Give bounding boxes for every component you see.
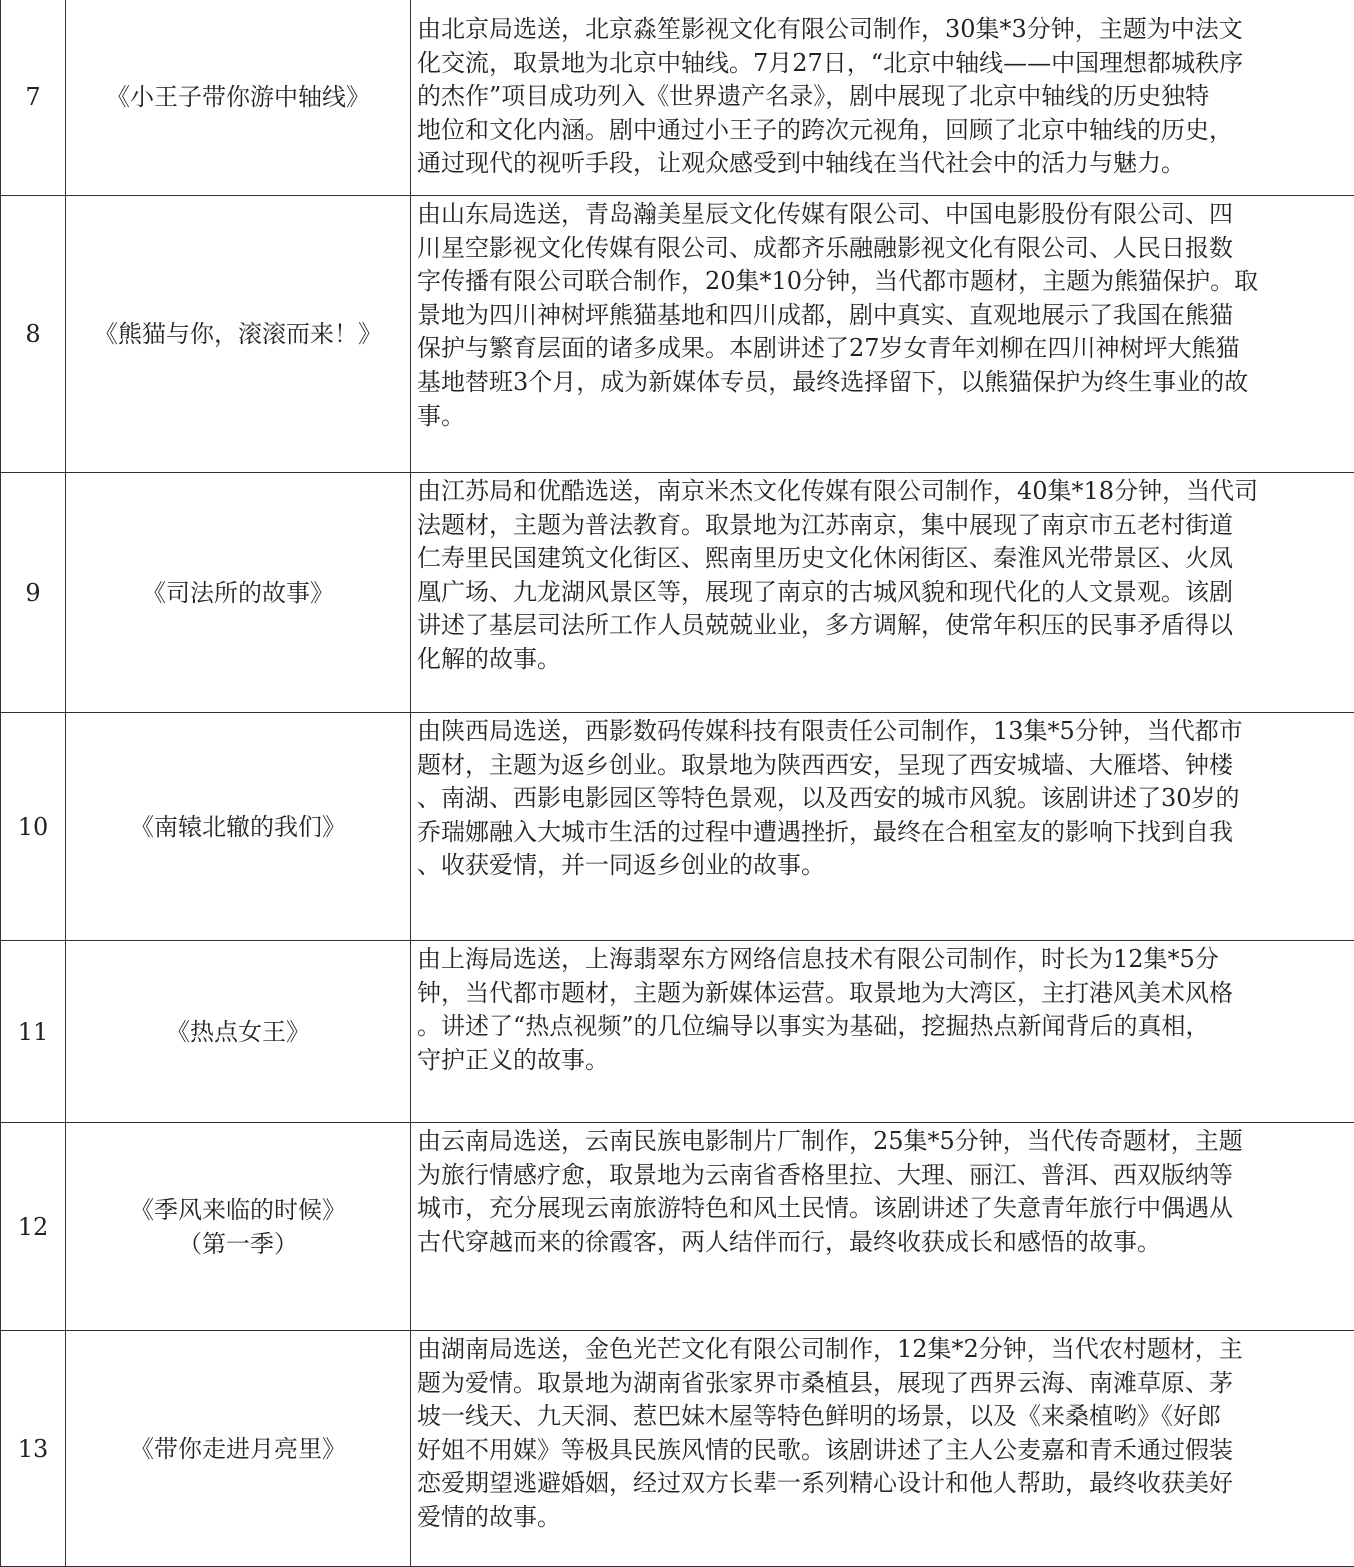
description-line: 基地替班3个月，成为新媒体专员，最终选择留下，以熊猫保护为终生事业的故 [417,366,1350,400]
table-row [1,1123,1354,1331]
description-line: 凰广场、九龙湖风景区等，展现了南京的古城风貌和现代化的人文景观。该剧 [417,576,1350,610]
table-row [1,941,1354,1123]
description-line: 为旅行情感疗愈，取景地为云南省香格里拉、大理、丽江、普洱、西双版纳等 [417,1159,1350,1193]
drama-description [411,1331,1354,1567]
drama-title [66,941,411,1123]
row-number: 12 [1,1123,66,1331]
table-row [1,473,1354,713]
description-line: 城市，充分展现云南旅游特色和风土民情。该剧讲述了失意青年旅行中偶遇从 [417,1192,1350,1226]
description-line: 通过现代的视听手段，让观众感受到中轴线在当代社会中的活力与魅力。 [417,147,1350,181]
drama-description [411,473,1354,713]
description-line: 爱情的故事。 [417,1501,1350,1535]
description-line: 。讲述了“热点视频”的几位编导以事实为基础，挖掘热点新闻背后的真相， [417,1010,1350,1044]
description-line: 化交流，取景地为北京中轴线。7月27日，“北京中轴线——中国理想都城秩序 [417,47,1350,81]
drama-description [411,941,1354,1123]
drama-title-line: 《南辕北辙的我们》 [66,810,410,844]
drama-title-line: 《熊猫与你，滚滚而来！》 [66,317,410,351]
drama-title-line: 《司法所的故事》 [66,576,410,610]
drama-title [66,473,411,713]
description-line: 由北京局选送，北京淼笙影视文化有限公司制作，30集*3分钟，主题为中法文 [417,13,1350,47]
drama-title [66,713,411,941]
drama-title-line: （第一季） [66,1227,410,1261]
description-line: 好姐不用媒》等极具民族风情的民歌。该剧讲述了主人公麦嘉和青禾通过假装 [417,1434,1350,1468]
description-line: 保护与繁育层面的诸多成果。本剧讲述了27岁女青年刘柳在四川神树坪大熊猫 [417,332,1350,366]
description-line: 讲述了基层司法所工作人员兢兢业业，多方调解，使常年积压的民事矛盾得以 [417,609,1350,643]
drama-title-line: 《带你走进月亮里》 [66,1432,410,1466]
description-line: 仁寿里民国建筑文化街区、熙南里历史文化休闲街区、秦淮风光带景区、火凤 [417,542,1350,576]
description-line: 川星空影视文化传媒有限公司、成都齐乐融融影视文化有限公司、人民日报数 [417,232,1350,266]
drama-description [411,1123,1354,1331]
description-line: 由湖南局选送，金色光芒文化有限公司制作，12集*2分钟，当代农村题材，主 [417,1333,1350,1367]
description-line: 坡一线天、九天洞、惹巴妹木屋等特色鲜明的场景，以及《来桑植哟》《好郎 [417,1400,1350,1434]
description-line: 钟，当代都市题材，主题为新媒体运营。取景地为大湾区，主打港风美术风格 [417,977,1350,1011]
row-number: 7 [1,0,66,196]
description-line: 字传播有限公司联合制作，20集*10分钟，当代都市题材，主题为熊猫保护。取 [417,265,1350,299]
drama-title [66,196,411,473]
description-line: 由云南局选送，云南民族电影制片厂制作，25集*5分钟，当代传奇题材，主题 [417,1125,1350,1159]
description-line: 的杰作”项目成功列入《世界遗产名录》，剧中展现了北京中轴线的历史独特 [417,80,1350,114]
description-line: 题为爱情。取景地为湖南省张家界市桑植县，展现了西界云海、南滩草原、茅 [417,1367,1350,1401]
description-line: 古代穿越而来的徐霞客，两人结伴而行，最终收获成长和感悟的故事。 [417,1226,1350,1260]
description-line: 由上海局选送，上海翡翠东方网络信息技术有限公司制作，时长为12集*5分 [417,943,1350,977]
description-line: 景地为四川神树坪熊猫基地和四川成都，剧中真实、直观地展示了我国在熊猫 [417,299,1350,333]
drama-title-line: 《季风来临的时候》 [66,1193,410,1227]
table-row [1,1331,1354,1567]
drama-title-line: 《小王子带你游中轴线》 [66,80,410,114]
drama-description [411,0,1354,196]
description-line: 由陕西局选送，西影数码传媒科技有限责任公司制作，13集*5分钟，当代都市 [417,715,1350,749]
drama-title-line: 《热点女王》 [66,1015,410,1049]
description-line: 守护正义的故事。 [417,1044,1350,1078]
row-number: 9 [1,473,66,713]
description-line: 、收获爱情，并一同返乡创业的故事。 [417,849,1350,883]
table-row [1,196,1354,473]
row-number: 11 [1,941,66,1123]
description-line: 化解的故事。 [417,643,1350,677]
description-line: 由山东局选送，青岛瀚美星辰文化传媒有限公司、中国电影股份有限公司、四 [417,198,1350,232]
drama-description [411,713,1354,941]
description-line: 法题材，主题为普法教育。取景地为江苏南京，集中展现了南京市五老村街道 [417,509,1350,543]
description-line: 恋爱期望逃避婚姻，经过双方长辈一系列精心设计和他人帮助，最终收获美好 [417,1467,1350,1501]
drama-title [66,0,411,196]
row-number: 8 [1,196,66,473]
table-row [1,713,1354,941]
description-line: 、南湖、西影电影园区等特色景观，以及西安的城市风貌。该剧讲述了30岁的 [417,782,1350,816]
description-line: 乔瑞娜融入大城市生活的过程中遭遇挫折，最终在合租室友的影响下找到自我 [417,816,1350,850]
description-line: 题材，主题为返乡创业。取景地为陕西西安，呈现了西安城墙、大雁塔、钟楼 [417,749,1350,783]
description-line: 事。 [417,400,1350,434]
description-line: 地位和文化内涵。剧中通过小王子的跨次元视角，回顾了北京中轴线的历史， [417,114,1350,148]
drama-title [66,1331,411,1567]
table-row [1,0,1354,196]
row-number: 13 [1,1331,66,1567]
drama-description [411,196,1354,473]
drama-title [66,1123,411,1331]
row-number: 10 [1,713,66,941]
description-line: 由江苏局和优酷选送，南京米杰文化传媒有限公司制作，40集*18分钟，当代司 [417,475,1350,509]
